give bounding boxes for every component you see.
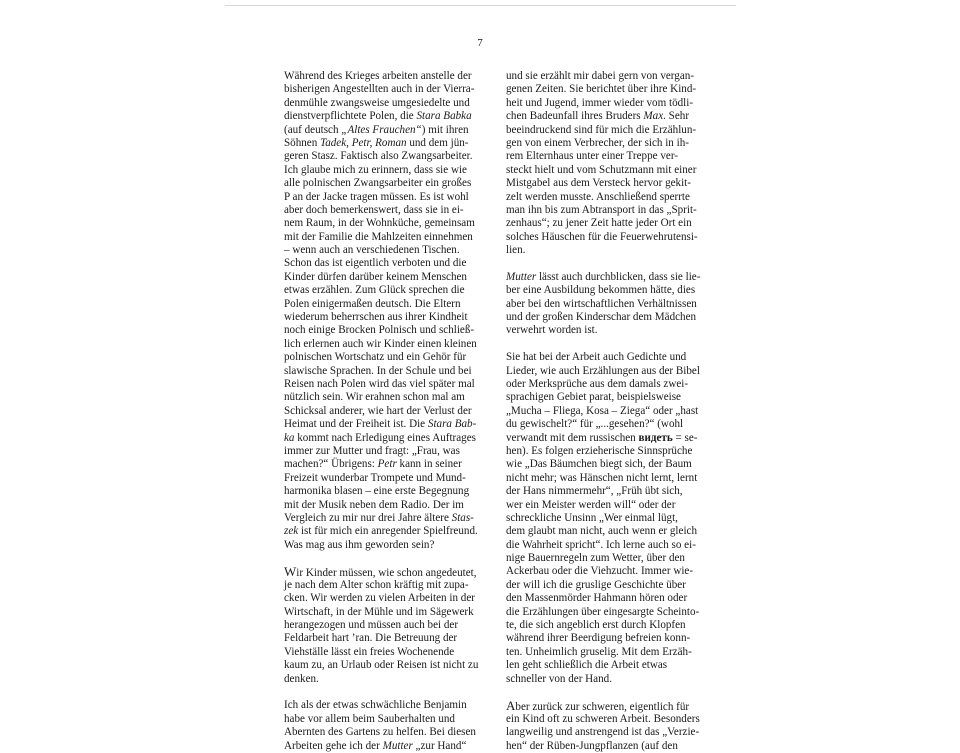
text-line: kaum zu, an Urlaub oder Reisen ist nicht zu bbox=[284, 659, 479, 672]
text-line: Viehställe lässt ein freies Wochenende bbox=[284, 645, 455, 658]
text-line: Abernten des Gartens zu helfen. Bei diesen bbox=[284, 726, 476, 739]
text-line: und sie erzählt mir dabei gern von vergan- bbox=[506, 70, 695, 82]
text-line: solches Häuschen für die Feuerwehrutensi- bbox=[506, 230, 698, 243]
text-line: Sie hat bei der Arbeit auch Gedichte und bbox=[506, 351, 687, 364]
text-line: Ackerbau oder die Viehzucht. Immer wie- bbox=[506, 565, 694, 578]
text-line: machen?“ Übrigens: Petr kann in seiner bbox=[284, 458, 462, 471]
text-line: Mistgabel aus dem Versteck hervor gekit- bbox=[506, 177, 691, 190]
text-line: chen Badeunfall ihres Bruders Max. Sehr bbox=[506, 110, 690, 123]
text-line: Mutter lässt auch durchblicken, dass sie lie- bbox=[506, 270, 701, 283]
text-line: genen Zeiten. Sie berichtet über ihre Kind- bbox=[506, 83, 697, 96]
text-line: geren Stasz. Faktisch also Zwangsarbeiter. bbox=[284, 150, 473, 163]
text-line: den Massenmörder Hahmann hören oder bbox=[506, 592, 688, 605]
text-line: (auf deutsch „Altes Frauchen“) mit ihren bbox=[284, 123, 469, 136]
text-line: ka kommt nach Erledigung eines Auftrages bbox=[284, 431, 476, 444]
text-line: P an der Jacke tragen müssen. Es ist wohl bbox=[284, 190, 469, 203]
text-line: langweilig und anstrengend ist das „Verzie- bbox=[506, 726, 700, 739]
text-line: – wenn auch an verschiedenen Tischen. bbox=[284, 244, 460, 257]
text-line: man ihn bis zum Abtransport in das „Sprit- bbox=[506, 203, 697, 216]
text-line: beeindruckend sind für mich die Erzählun- bbox=[506, 123, 697, 136]
text-line: hen“ der Rüben-Jungpflanzen (auf den bbox=[506, 739, 678, 752]
text-line: lich erlernen auch wir Kinder einen kleinen bbox=[284, 337, 477, 350]
text-line: nige Bauernregeln zum Wetter, über den bbox=[506, 552, 685, 565]
paragraph-gap bbox=[284, 552, 506, 565]
text-line: dienstverpflichtete Polen, die Stara Babka bbox=[284, 110, 472, 123]
text-line: „Mucha – Fliega, Kosa – Ziega“ oder „hast bbox=[506, 404, 699, 417]
text-line: die Wahrheit spricht“. Ich lerne auch so ei- bbox=[506, 538, 696, 551]
paragraph-gap bbox=[506, 257, 728, 270]
paragraph bbox=[506, 70, 728, 257]
text-line: Aber zurück zur schweren, eigentlich für bbox=[506, 698, 690, 714]
text-line: herangezogen und müssen auch bei der bbox=[284, 619, 459, 632]
text-line: harmonika blasen – eine erste Begegnung bbox=[284, 485, 470, 498]
paragraph bbox=[506, 699, 728, 753]
text-line: habe vor allem beim Sauberhalten und bbox=[284, 712, 455, 725]
text-line: der Hans nimmermehr“, „Früh übt sich, bbox=[506, 485, 683, 498]
text-line: rem Elternhaus unter einer Treppe ver- bbox=[506, 150, 678, 163]
text-line: etwas erzählen. Zum Glück sprechen die bbox=[284, 284, 465, 297]
text-line: sprachigen Gebiet parat, beispielsweise bbox=[506, 391, 681, 404]
text-line: heit und Jugend, immer wieder vom tödli- bbox=[506, 96, 694, 109]
text-line: te, die sich angeblich erst durch Klopfen bbox=[506, 619, 686, 632]
text-line: Lieder, wie auch Erzählungen aus der Bibel bbox=[506, 364, 700, 377]
top-rule bbox=[225, 5, 736, 6]
text-line: Wirtschaft, in der Mühle und im Sägewerk bbox=[284, 605, 474, 618]
text-line: zelt werden musste. Anschließend sperrte bbox=[506, 190, 690, 203]
paragraph-gap bbox=[506, 686, 728, 699]
text-line: mit der Musik neben dem Radio. Der im bbox=[284, 498, 464, 511]
text-line: Polen einigermaßen deutsch. Die Eltern bbox=[284, 297, 461, 310]
text-line: bisherigen Angestellten auch in der Vierra- bbox=[284, 83, 475, 96]
text-line: der will ich die gruslige Geschichte über bbox=[506, 578, 686, 591]
right-column bbox=[506, 70, 728, 753]
text-line: verwandt mit dem russischen видеть = se- bbox=[506, 431, 698, 444]
text-line: cken. Wir werden zu vielen Arbeiten in der bbox=[284, 592, 475, 605]
left-column bbox=[284, 70, 506, 753]
text-line: wie „Das Bäumchen biegt sich, der Baum bbox=[506, 458, 692, 471]
text-line: nützlich sein. Wir erahnen schon mal am bbox=[284, 391, 465, 404]
paragraph bbox=[284, 699, 506, 753]
text-line: Reisen nach Polen wird das viel später mal bbox=[284, 377, 475, 390]
text-line: je nach dem Alter schon kräftig mit zupa- bbox=[284, 578, 469, 591]
text-line: zenhaus“; zu jener Zeit hatte jeder Ort ein bbox=[506, 217, 692, 230]
page-number: 7 bbox=[477, 37, 483, 49]
text-line: ein Kind oft zu schweren Arbeit. Besonders bbox=[506, 712, 700, 725]
text-line: Schon das ist eigentlich verboten und die bbox=[284, 257, 467, 270]
text-line: Während des Krieges arbeiten anstelle der bbox=[284, 70, 472, 82]
text-line: steckt hielt und vom Schutzmann mit einer bbox=[506, 163, 697, 176]
text-line: alle polnischen Zwangsarbeiter ein großes bbox=[284, 177, 472, 190]
text-line: du gewischelt?“ für „...gesehen?“ (wohl bbox=[506, 418, 684, 431]
text-line: Feldarbeit hart ’ran. Die Betreuung der bbox=[284, 632, 458, 645]
text-line: zek ist für mich ein anregender Spielfreund. bbox=[284, 525, 478, 538]
text-line: denken. bbox=[284, 672, 319, 685]
text-line: aber doch bemerkenswert, dass sie in ei- bbox=[284, 203, 464, 216]
text-line: Vergleich zu mir nur drei Jahre ältere Stas- bbox=[284, 511, 474, 524]
text-line: dem glaubt man nicht, auch wenn er gleich bbox=[506, 525, 697, 538]
text-line: ten. Unheimlich gruselig. Mit dem Erzäh- bbox=[506, 645, 692, 658]
text-line: slawische Sprachen. In der Schule und bei bbox=[284, 364, 472, 377]
text-line: wer ein Meister werden will“ oder der bbox=[506, 498, 676, 511]
text-line: gen von einem Verbrecher, der sich in ih- bbox=[506, 136, 689, 149]
text-line: Freizeit wunderbar Trompete und Mund- bbox=[284, 471, 466, 484]
text-line: denmühle zwangsweise umgesiedelte und bbox=[284, 96, 470, 109]
text-line: nem Raum, in der Wohnküche, gemeinsam bbox=[284, 217, 475, 230]
text-line: schreckliche Unsinn „Wer einmal lügt, bbox=[506, 511, 678, 524]
text-line: noch einige Brocken Polnisch und schließ- bbox=[284, 324, 475, 337]
text-line: Ich als der etwas schwächliche Benjamin bbox=[284, 699, 467, 712]
text-line: hen). Es folgen erzieherische Sinnsprüche bbox=[506, 444, 693, 457]
paragraph-gap bbox=[284, 686, 506, 699]
text-line: Söhnen Tadek, Petr, Roman und dem jün- bbox=[284, 136, 469, 149]
paragraph bbox=[284, 70, 506, 552]
text-line: mit der Familie die Mahlzeiten einnehmen bbox=[284, 230, 473, 243]
text-line: wiederum beherrschen aus ihrer Kindheit bbox=[284, 311, 468, 324]
text-line: Arbeiten gehe ich der Mutter „zur Hand“ bbox=[284, 739, 467, 752]
text-line: aber bei den wirtschaftlichen Verhältnissen bbox=[506, 297, 697, 310]
text-line: Heimat und der Freiheit ist. Die Stara Bab- bbox=[284, 418, 477, 431]
text-line: polnischen Wortschatz und ein Gehör für bbox=[284, 351, 467, 364]
text-line: Kinder dürfen darüber keinem Menschen bbox=[284, 270, 467, 283]
text-line: Ich glaube mich zu erinnern, dass sie wie bbox=[284, 163, 467, 176]
paragraph bbox=[506, 271, 728, 338]
paragraph bbox=[284, 565, 506, 686]
text-line: die Erzählungen über eingesargte Scheinto- bbox=[506, 605, 700, 618]
text-line: während ihrer Beerdigung befreien konn- bbox=[506, 632, 691, 645]
text-line: immer zur Mutter und fragt: „Frau, was bbox=[284, 444, 460, 457]
text-line: Schicksal anderer, wie hart der Verlust der bbox=[284, 404, 472, 417]
text-line: schneller von der Hand. bbox=[506, 672, 612, 685]
paragraph bbox=[506, 351, 728, 686]
text-line: ber eine Ausbildung bekommen hätte, dies bbox=[506, 284, 696, 297]
text-line: und der großen Kinderschar dem Mädchen bbox=[506, 311, 697, 324]
paragraph-gap bbox=[506, 338, 728, 351]
text-line: Was mag aus ihm geworden sein? bbox=[284, 538, 435, 551]
text-line: oder Merksprüche aus dem damals zwei- bbox=[506, 377, 689, 390]
text-line: lien. bbox=[506, 244, 526, 257]
text-line: Wir Kinder müssen, wie schon angedeutet, bbox=[284, 564, 477, 580]
text-line: nicht mehr; was Hänschen nicht lernt, lernt bbox=[506, 471, 698, 484]
text-line: verwehrt worden ist. bbox=[506, 324, 598, 337]
text-line: len geht schließlich die Arbeit etwas bbox=[506, 659, 668, 672]
